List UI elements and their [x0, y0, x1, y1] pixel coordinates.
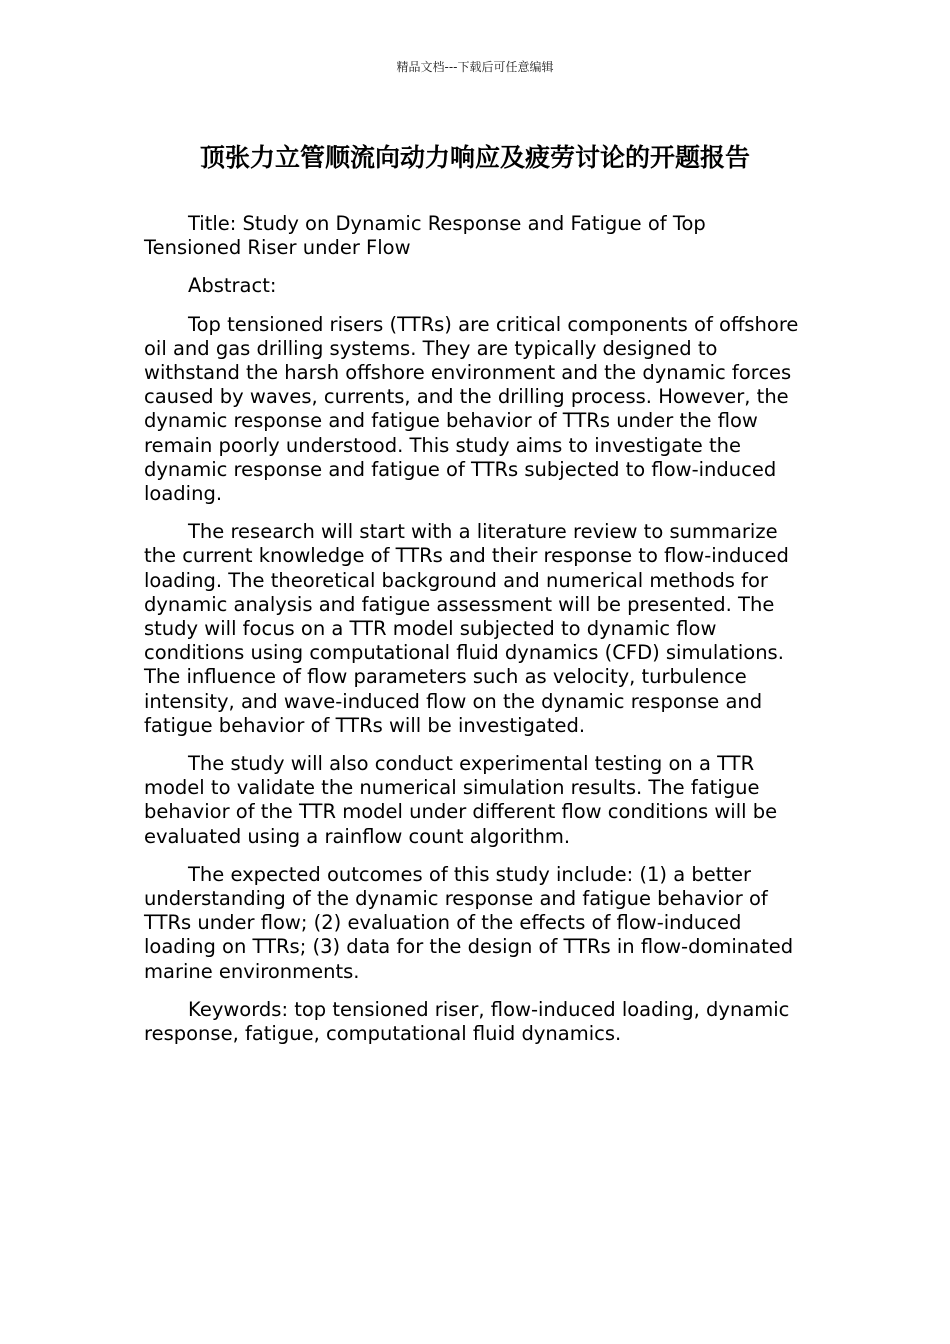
paragraph-research-plan: The research will start with a literature review to summarize the current knowledge of TTRs and their response to flow-induced loading. The theoretical background and numerical methods for dynamic analysis and fatigue assessment will be presented. The study will focus on a TTR model subjected to dynamic flow conditions using computational fluid dynamics (CFD) simulations. The influence of flow parameters such as velocity, turbulence intensity, and wave-induced flow on the dynamic response and fatigue behavior of TTRs will be investigated.	[144, 520, 789, 737]
paragraph-abstract-heading: Abstract:	[188, 274, 277, 298]
document-body	[144, 212, 809, 1060]
paragraph-title-line: Title: Study on Dynamic Response and Fatigue of Top Tensioned Riser under Flow	[144, 212, 706, 260]
paragraph-keywords: Keywords: top tensioned riser, flow-induced loading, dynamic response, fatigue, computational fluid dynamics.	[144, 997, 790, 1046]
paragraph-expected-outcomes: The expected outcomes of this study include: (1) a better understanding of the dynamic response and fatigue behavior of TTRs under flow; (2) evaluation of the effects of flow-induced loading on TTRs; (3) data for the design of TTRs in flow-dominated marine environments.	[144, 862, 794, 983]
document-title: 顶张力立管顺流向动力响应及疲劳讨论的开题报告	[199, 143, 750, 172]
paragraph-abstract-intro: Top tensioned risers (TTRs) are critical components of offshore oil and gas drilling systems. They are typically designed to withstand the harsh offshore environment and the dynamic forces caused by waves, currents, and the drilling process. However, the dynamic response and fatigue behavior of TTRs under the flow remain poorly understood. This study aims to investigate the dynamic response and fatigue of TTRs subjected to flow-induced loading.	[144, 312, 799, 506]
page-header-note: 精品文档---下载后可任意编辑	[396, 60, 554, 74]
paragraph-experimental-testing: The study will also conduct experimental testing on a TTR model to validate the numerical simulation results. The fatigue behavior of the TTR model under different flow conditions will be evaluated using a rainflow count algorithm.	[144, 752, 778, 848]
